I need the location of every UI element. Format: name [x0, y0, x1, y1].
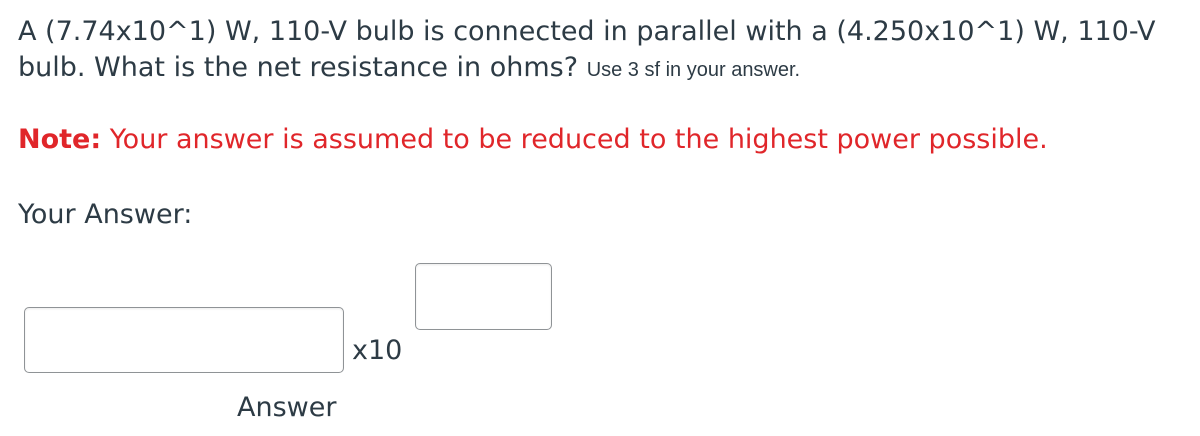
note-text: Your answer is assumed to be reduced to the highest power possible. [109, 124, 1048, 155]
exponent-input[interactable] [415, 263, 552, 330]
times-ten-label: x10 [352, 335, 403, 366]
question-text [18, 14, 1188, 88]
note-label: Note: [18, 124, 102, 155]
your-answer-heading: Your Answer: [18, 199, 193, 230]
question-hint: Use 3 sf in your answer. [586, 59, 801, 81]
answer-label: Answer [237, 392, 337, 423]
mantissa-input[interactable] [24, 307, 344, 373]
note [18, 122, 1048, 158]
question-body: A (7.74x10^1) W, 110-V bulb is connected in parallel with a (4.250x10^1) W, 110-V bulb. What is the net resistance in ohms? [18, 16, 1156, 83]
